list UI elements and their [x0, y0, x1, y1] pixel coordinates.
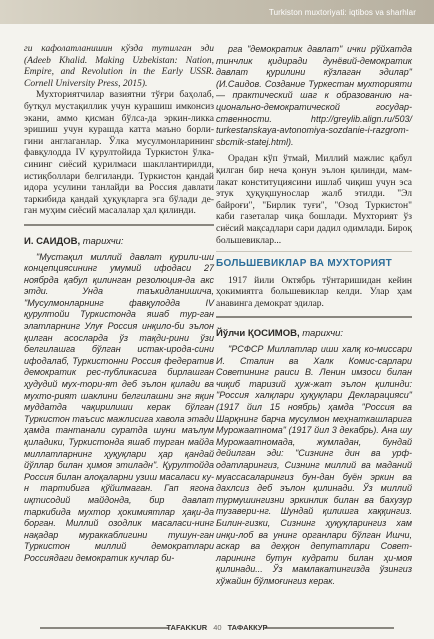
quote-qosimov: "РСФСР Миллатлар иши халқ ко-миссари И. Сталин ва Халк Комис-сарлари Советининг раиси В. Ленин имзоси билан чиқиб таризий ҳуж-жат эълон қилинди: "Россия халқлари ҳуқуқлари Декларацияси" (1917 йил 15 ноябрь) ҳамда "Россия ва Шарқнинг барча мусулмон меҳнаткашларига Мурожаатнома" (1917 йил 3 декабрь). Ана шу Мурожаатномада, жумладан, бундай дейилган эди: "Сизнинг дин ва урф-одатларингиз, Сизнинг миллий ва маданий муассасаларингиз бун-дан буён эркин ва дахлсиз деб эълон қилинади. Ўз миллий турмушингизни эркинлик билан ва бахузур тузавери-нг. Шундай қилишга хаққингиз. Билин-гизки, Сизнинг ҳуқуқларингиз хам инқи-лоб ва унинг органлари бўлган Ишчи, аскар ва деҳқон депутатлари Совет-ларининг бутун кудрати билан ҳи-моя қилинади... Ўз мамлакатингизда ўзингиз хўжайин бўлмоғингиз керак. — [216, 344, 412, 586]
footer-box — [166, 619, 268, 635]
quote-saidov-continued: рга "демократик давлат" ички рўйхатда тинчлик қидиради дунёвий-демократик давлат қурилини кўзлаган эдилар" (И.Саидов. Создание Туркестан мухторияти — практический шаг к образованию на-ционально-демократической государ-ственности. http://greylib.align.ru/503/ turkestanskaya-avtonomiya-sozdanie-i-razgrom-sbcmik-statej.html). — [216, 44, 412, 147]
page-number: 40 — [213, 622, 222, 632]
author-role: тарихчи: — [82, 235, 124, 247]
section-paragraph: 1917 йили Октябрь тўнтаришидан кейин ҳокимиятга большевиклар келди. Улар ҳам анавинга демократ эдилар. — [216, 275, 412, 309]
header-bar — [0, 0, 434, 24]
left-column — [24, 44, 214, 565]
running-header-title: Turkiston muxtoriyati: iqtibos va sharhlar — [268, 8, 416, 17]
section-divider-2 — [216, 316, 412, 318]
author-role-2: тарихчи: — [302, 328, 344, 340]
section-divider — [24, 224, 214, 226]
footer-right-word: ТАФАККУР — [227, 622, 268, 632]
author-name: И. САИДОВ, — [24, 235, 81, 247]
paragraph-after-quote: Орадан кўп ўтмай, Миллий мажлис қабул қилган бир неча қонун эълон қилинди, мам-лакат конституциясини ишлаб чиқиш учун эса этук ҳуқуқшунослар жалб этилди. "Эл байроғи", "Бирлик туғи", "Озод Туркистон" каби газеталар чиқа бошлади. Мухторият ўз сиёсий мақсадлари сари дадил одимлади. Бироқ большевиклар... — [216, 154, 412, 246]
section-divider-thin — [216, 251, 412, 252]
page-footer — [0, 617, 434, 639]
intro-paragraph-1: ги кафолатланишин кўзда тутилган эди (Adeeb Khalid. Making Uzbekistan: Nation, Empire, and Revolution in the Early USSR. Cornell University Press, 2015). — [24, 44, 214, 89]
section-heading: БОЛЬШЕВИКЛАР ВА МУХТОРИЯТ — [216, 258, 393, 270]
author-line-saidov — [24, 236, 214, 248]
author-line-qosimov — [216, 328, 412, 340]
author-name-2: Йўлчи ҚОСИМОВ, — [216, 328, 300, 340]
footer-left-word: ТАFAKKUR — [166, 622, 208, 632]
intro-paragraph-2: Мухториятчилар вазиятни тўғри баҳолаб, бутқул мустақиллик учун курашиш имконсиз экани, аммо қисман бўлса-да эркин-ликка эришиш учун курашда катта маъно борли-гини англаганлар. Ўлка мусулмонларининг фавқулодда IV қурултойида Туркистон ўлка-сининг сиёсий қурилмаси шакллантирилди, истиқболлари белгиланди. Туркистон қандай идора усулини танлайди ва Россия давлати таркибида қандай ҳуқуқларга эга бўлади де-ган муҳим сиёсий масалалар ҳал қилинди. — [24, 90, 214, 217]
quote-saidov: "Мустақил миллий давлат қурили-ши концепциясининг умумий ифодаси 27 ноябрда қабул қилинган резолюция-да акс этди. Унда таъкидланишича, "Мусулмонларнинг фавқулодда IV қурултойи Туркистонда яшаб тур-ган элатларнинг Улуғ Россия инқило-би эълон қилган асосларда ўз тақди-рини ўзи белгилашга бўлган истак-ирода-сини ифодалаб, Туркистонни Россия федератив демократик рес-публикасига бирлашган ҳудудий мух-тори-ят деб эълон қилади ва мухто-рият шаклини белгилашни энг яқин муддатда чақирилиши керак бўлган Туркистон таъсис мажлисига хавола этади ҳамда тантанали суратда шуни маълум қиладики, Туркистонда яшаб турган майда миллатларнинг ҳуқуқлари ҳар қандай йўллар билан ҳимоя этиладн". Қурултойда Россия билан алоқаларни узиш масаласи ку-н тартибига қўйилмаган. Гап ягона иқтисодий майдонда, бир давлат таркибида мухтор ҳокимиятлар ҳақи-да борган. Миллий озодлик масаласи-нинг нақадар мураккаблигини тушун-ган Туркистон миллий демократлари Россиядаги демократик кучлар би- — [24, 251, 214, 563]
right-column — [216, 44, 412, 588]
